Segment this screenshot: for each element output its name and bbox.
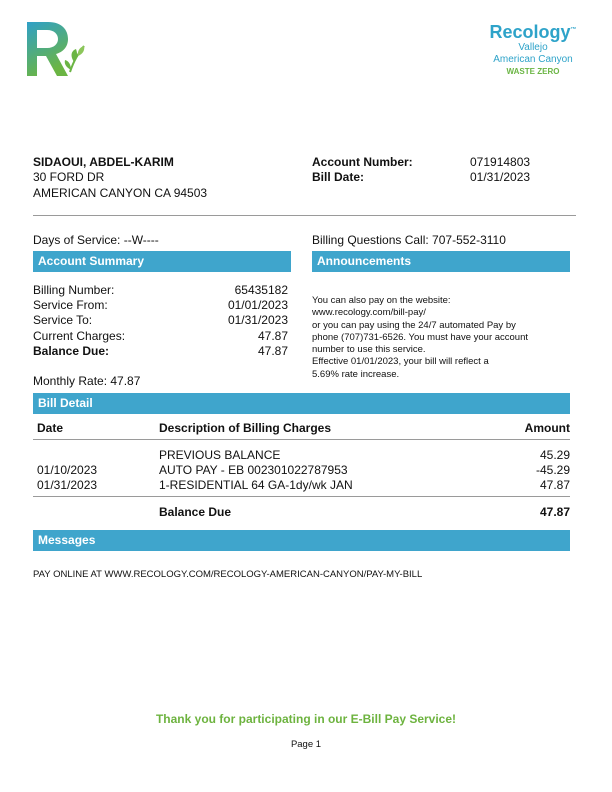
summary-value: 47.87 xyxy=(257,328,288,343)
bill-date-value: 01/31/2023 xyxy=(470,170,531,184)
balance-due-amount: 47.87 xyxy=(539,505,570,519)
summary-row-billing-number xyxy=(33,283,288,298)
row-amount: 45.29 xyxy=(539,448,570,462)
announcement-line: or you can pay using the 24/7 automated Pay by xyxy=(312,319,516,331)
customer-name: SIDAOUI, ABDEL-KARIM xyxy=(33,155,174,169)
announcements-header: Announcements xyxy=(312,251,570,272)
summary-label: Current Charges: xyxy=(33,328,126,343)
brand-name: Recology™ xyxy=(489,22,577,42)
announcement-line: You can also pay on the website: xyxy=(312,295,451,306)
summary-value: 65435182 xyxy=(234,283,288,297)
bill-detail-header: Bill Detail xyxy=(33,393,570,414)
table-row xyxy=(33,478,570,493)
days-of-service: Days of Service: --W---- xyxy=(33,233,159,247)
brand-sub-vallejo: Vallejo xyxy=(518,42,548,53)
summary-row-service-to xyxy=(33,313,288,328)
row-amount: 47.87 xyxy=(539,478,570,493)
announcements-body xyxy=(312,295,570,381)
table-total-divider xyxy=(33,496,570,497)
row-description: AUTO PAY - EB 002301022787953 xyxy=(159,463,348,478)
announcement-line: 5.69% rate increase. xyxy=(312,368,400,380)
page-number: Page 1 xyxy=(290,739,322,750)
row-date: 01/31/2023 xyxy=(37,478,98,493)
billing-questions-phone: Billing Questions Call: 707-552-3110 xyxy=(312,233,506,247)
table-row xyxy=(33,463,570,478)
brand-block xyxy=(488,20,578,77)
summary-label: Billing Number: xyxy=(33,283,115,297)
bill-detail-rows xyxy=(33,448,570,494)
summary-label: Service From: xyxy=(33,298,108,313)
account-number-label: Account Number: xyxy=(312,155,413,169)
announcement-line: number to use this service. xyxy=(312,344,426,356)
header-divider xyxy=(33,215,576,216)
announcement-line: phone (707)731-6526. You must have your account xyxy=(312,331,529,343)
row-description: 1-RESIDENTIAL 64 GA-1dy/wk JAN xyxy=(159,478,353,493)
recology-r-leaf-icon xyxy=(24,20,86,78)
account-summary-header: Account Summary xyxy=(33,251,291,272)
column-header-description: Description of Billing Charges xyxy=(159,421,332,435)
messages-header: Messages xyxy=(33,530,570,551)
monthly-rate: Monthly Rate: 47.87 xyxy=(33,374,141,388)
row-description: PREVIOUS BALANCE xyxy=(159,448,281,462)
summary-value: 47.87 xyxy=(257,343,288,358)
brand-sub-american-canyon: American Canyon xyxy=(493,54,573,65)
summary-row-balance-due xyxy=(33,344,288,359)
row-amount: -45.29 xyxy=(535,463,570,478)
column-header-date: Date xyxy=(37,421,64,435)
customer-address-line2: AMERICAN CANYON CA 94503 xyxy=(33,186,208,200)
summary-label: Balance Due: xyxy=(33,343,110,358)
summary-row-service-from xyxy=(33,298,288,313)
announcement-line: www.recology.com/bill-pay/ xyxy=(312,307,426,319)
summary-value: 01/31/2023 xyxy=(227,313,288,328)
row-date: 01/10/2023 xyxy=(37,463,98,478)
summary-value: 01/01/2023 xyxy=(227,298,288,313)
summary-label: Service To: xyxy=(33,313,93,328)
balance-due-label: Balance Due xyxy=(159,505,232,519)
table-row xyxy=(33,448,570,463)
account-number-value: 071914803 xyxy=(470,155,531,169)
brand-tagline: WASTE ZERO xyxy=(506,67,560,76)
messages-text: PAY ONLINE AT WWW.RECOLOGY.COM/RECOLOGY-AMERICAN-CANYON/PAY-MY-BILL xyxy=(33,569,423,580)
customer-address-line1: 30 FORD DR xyxy=(33,170,105,184)
table-header-divider xyxy=(33,439,570,440)
column-header-amount: Amount xyxy=(524,421,570,435)
thank-you-message: Thank you for participating in our E-Bill Pay Service! xyxy=(155,712,457,726)
summary-row-current-charges xyxy=(33,329,288,344)
bill-date-label: Bill Date: xyxy=(312,170,365,184)
announcement-line: Effective 01/01/2023, your bill will reflect a xyxy=(312,356,489,368)
account-summary-table xyxy=(33,283,288,359)
